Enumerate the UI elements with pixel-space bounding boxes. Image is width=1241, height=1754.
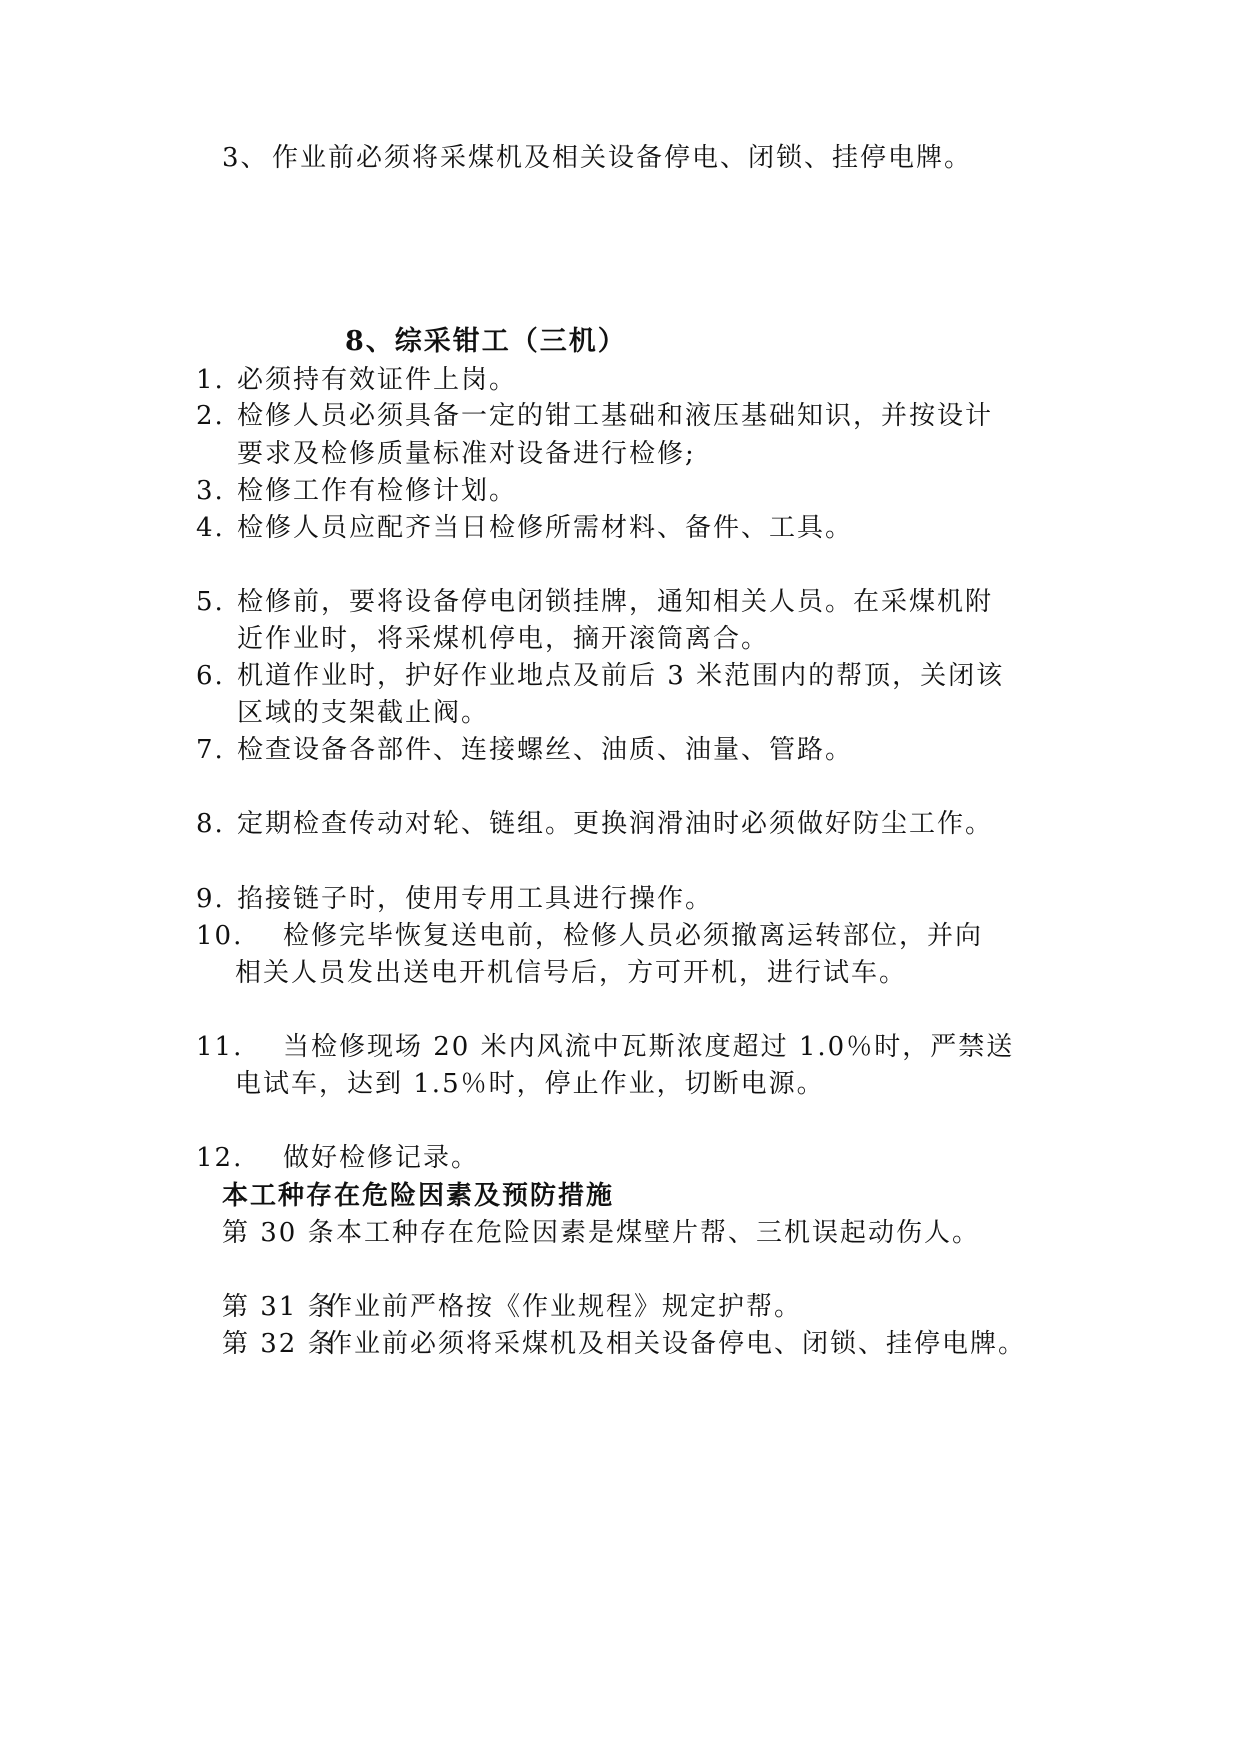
- list-item-number: 11.: [196, 1032, 244, 1062]
- section-title: 8、综采钳工（三机）: [345, 326, 627, 357]
- article-label: 第 32 条: [222, 1329, 336, 1359]
- list-item-text: 检修人员应配齐当日检修所需材料、备件、工具。: [237, 513, 854, 543]
- list-item-number: 2.: [196, 401, 225, 431]
- article-text: 本工种存在危险因素是煤壁片帮、三机误起动伤人。: [336, 1218, 981, 1248]
- list-item-number: 5.: [196, 587, 225, 617]
- list-item-text: 必须持有效证件上岗。: [237, 365, 518, 395]
- article-text: 作业前必须将采煤机及相关设备停电、闭锁、挂停电牌。: [326, 1329, 1027, 1359]
- list-item-number: 7.: [196, 735, 225, 765]
- article-label: 第 30 条: [222, 1218, 336, 1248]
- list-item-text: 当检修现场 20 米内风流中瓦斯浓度超过 1.0％时，严禁送: [283, 1032, 1015, 1062]
- list-item-text: 定期检查传动对轮、链组。更换润滑油时必须做好防尘工作。: [237, 809, 994, 839]
- list-item-text: 做好检修记录。: [283, 1143, 480, 1173]
- list-item-number: 6.: [196, 661, 225, 691]
- top-item-number: 3、: [222, 143, 269, 173]
- list-item-text: 检修人员必须具备一定的钳工基础和液压基础知识，并按设计: [237, 401, 994, 431]
- article-text: 作业前严格按《作业规程》规定护帮。: [326, 1292, 803, 1322]
- list-item-number: 3.: [196, 476, 225, 506]
- list-item-text: 掐接链子时，使用专用工具进行操作。: [237, 884, 714, 914]
- top-item-text: 作业前必须将采煤机及相关设备停电、闭锁、挂停电牌。: [272, 143, 973, 173]
- list-item-number: 10.: [196, 921, 244, 951]
- article-label: 第 31 条: [222, 1292, 336, 1322]
- list-item-number: 4.: [196, 513, 225, 543]
- list-item-text: 机道作业时，护好作业地点及前后 3 米范围内的帮顶，关闭该: [237, 661, 1005, 691]
- list-item-text: 检查设备各部件、连接螺丝、油质、油量、管路。: [237, 735, 854, 765]
- list-item-number: 9.: [196, 884, 225, 914]
- list-item-number: 8.: [196, 809, 225, 839]
- list-item-text-continued: 区域的支架截止阀。: [237, 698, 490, 728]
- list-item-text: 检修完毕恢复送电前，检修人员必须撤离运转部位，并向: [283, 921, 984, 951]
- list-item-text-continued: 要求及检修质量标准对设备进行检修;: [237, 439, 696, 469]
- list-item-text-continued: 近作业时，将采煤机停电，摘开滚筒离合。: [237, 624, 770, 654]
- hazard-heading: 本工种存在危险因素及预防措施: [222, 1181, 615, 1211]
- list-item-text: 检修前，要将设备停电闭锁挂牌，通知相关人员。在采煤机附: [237, 587, 994, 617]
- list-item-text-continued: 电试车，达到 1.5％时，停止作业，切断电源。: [235, 1069, 825, 1099]
- list-item-text-continued: 相关人员发出送电开机信号后，方可开机，进行试车。: [235, 958, 908, 988]
- top-item: [222, 142, 269, 174]
- list-item-text: 检修工作有检修计划。: [237, 476, 518, 506]
- list-item-number: 12.: [196, 1143, 244, 1173]
- list-item-number: 1.: [196, 365, 225, 395]
